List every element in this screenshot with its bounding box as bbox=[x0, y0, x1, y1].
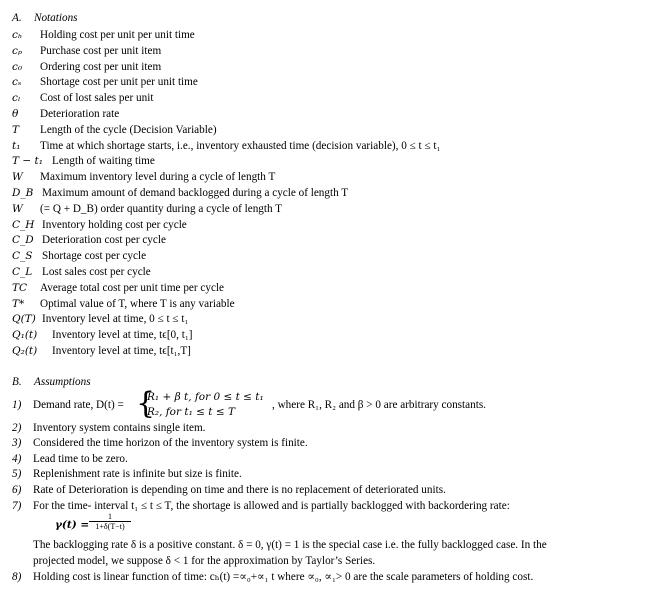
notation-symbol: C_L bbox=[12, 266, 33, 278]
demand-case-brace: { bbox=[136, 386, 156, 421]
assumptions-heading-label: Assumptions bbox=[34, 376, 91, 388]
notation-symbol: TC bbox=[12, 281, 28, 294]
notation-symbol: Q₁(t) bbox=[12, 329, 38, 342]
notation-description: Maximum inventory level during a cycle of length T bbox=[40, 171, 276, 184]
assumptions-heading bbox=[12, 374, 91, 390]
notation-symbol: θ bbox=[12, 108, 19, 120]
assumption-1-suffix: , where R₁, R₂ and β > 0 are arbitrary constants. bbox=[272, 399, 486, 411]
notations-heading bbox=[12, 10, 78, 26]
notation-symbol: Q(T) bbox=[12, 313, 36, 326]
notation-symbol: D_B bbox=[12, 187, 34, 199]
notation-symbol: T* bbox=[12, 297, 25, 310]
notation-description: Shortage cost per cycle bbox=[42, 250, 147, 263]
notation-symbol: cₕ bbox=[12, 29, 23, 41]
notation-description: Deterioration cost per cycle bbox=[42, 234, 166, 247]
notation-symbol: W bbox=[12, 202, 23, 215]
notations-heading-label: Notations bbox=[34, 12, 78, 24]
notation-symbol: cₚ bbox=[12, 44, 23, 57]
notation-description: Lost sales cost per cycle bbox=[42, 266, 151, 278]
notation-description: Deterioration rate bbox=[40, 108, 120, 120]
gamma-fraction-denominator: 1+δ(T−t) bbox=[89, 521, 131, 531]
notation-description: Cost of lost sales per unit bbox=[40, 92, 154, 105]
demand-case-1: R₁ + β t, for 0 ≤ t ≤ t₁ bbox=[147, 391, 264, 403]
notation-symbol: t₁ bbox=[12, 139, 21, 152]
assumption-6-number: 6) bbox=[12, 484, 22, 496]
notation-description: Inventory level at time, tϵ[0, t₁] bbox=[52, 329, 193, 342]
assumption-7-number: 7) bbox=[12, 500, 22, 512]
assumption-4-text: Lead time to be zero. bbox=[33, 453, 128, 465]
assumption-3-text: Considered the time horizon of the inventory system is finite. bbox=[33, 437, 308, 449]
notation-description: Holding cost per unit per unit time bbox=[40, 29, 195, 41]
notation-description: Inventory holding cost per cycle bbox=[42, 218, 187, 231]
assumption-6-text: Rate of Deterioration is depending on time and there is no replacement of deteriorated units. bbox=[33, 484, 446, 496]
notation-description: Maximum amount of demand backlogged during a cycle of length T bbox=[42, 187, 349, 199]
notation-symbol: W bbox=[12, 171, 23, 184]
notation-description: (= Q + D_B) order quantity during a cycle of length T bbox=[40, 202, 283, 215]
assumption-5-text: Replenishment rate is infinite but size is finite. bbox=[33, 468, 242, 480]
notation-symbol: C_D bbox=[12, 234, 34, 247]
assumption-1-prefix: Demand rate, D(t) = bbox=[33, 399, 124, 411]
notation-description: Average total cost per unit time per cycle bbox=[40, 281, 224, 294]
assumption-1-number: 1) bbox=[12, 399, 22, 411]
gamma-fraction-numerator: 1 bbox=[108, 512, 112, 521]
assumption-2-number: 2) bbox=[12, 422, 22, 434]
notation-symbol: C_S bbox=[12, 250, 33, 263]
assumption-3-number: 3) bbox=[12, 437, 22, 449]
assumption-7-paragraph-line-2: projected model, we suppose δ < 1 for the approximation by Taylor’s Series. bbox=[33, 555, 376, 567]
notation-description: Purchase cost per unit item bbox=[40, 44, 162, 57]
notation-description: Optimal value of T, where T is any variable bbox=[40, 297, 235, 310]
notation-description: Ordering cost per unit item bbox=[40, 60, 162, 73]
gamma-formula-lhs: γ(t) = bbox=[55, 519, 90, 531]
assumptions-heading-number: B. bbox=[12, 376, 22, 388]
assumption-8-text: Holding cost is linear function of time: cₕ(t) =∝₀+∝₁ t where ∝₀, ∝₁> 0 are the scale parameters of holding cost. bbox=[33, 571, 534, 583]
assumption-2-text: Inventory system contains single item. bbox=[33, 422, 206, 434]
notation-symbol: cₗ bbox=[12, 92, 21, 105]
demand-case-2: R₂, for t₁ ≤ t ≤ T bbox=[147, 406, 235, 418]
notations-heading-number: A. bbox=[12, 12, 22, 24]
notation-symbol: C_H bbox=[12, 218, 35, 231]
assumption-5-number: 5) bbox=[12, 468, 22, 480]
notation-description: Inventory level at time, tϵ[t₁,T] bbox=[52, 345, 191, 357]
notation-symbol: c₀ bbox=[12, 60, 23, 73]
assumption-4-number: 4) bbox=[12, 453, 22, 465]
notation-description: Shortage cost per unit per unit time bbox=[40, 76, 198, 89]
notation-description: Length of waiting time bbox=[52, 155, 155, 168]
notation-symbol: Q₂(t) bbox=[12, 345, 38, 357]
assumption-7-text: For the time- interval t₁ ≤ t ≤ T, the shortage is allowed and is partially backlogged with backordering rate: bbox=[33, 500, 510, 512]
notation-description: Inventory level at time, 0 ≤ t ≤ t₁ bbox=[42, 313, 189, 326]
assumption-7-paragraph-line-1: The backlogging rate δ is a positive constant. δ = 0, γ(t) = 1 is the special case i.e. the fully backlogged case. In the bbox=[33, 539, 547, 551]
gamma-fraction bbox=[89, 512, 131, 531]
notation-symbol: T bbox=[12, 123, 20, 136]
notation-description: Length of the cycle (Decision Variable) bbox=[40, 123, 217, 136]
notation-description: Time at which shortage starts, i.e., inventory exhausted time (decision variable), 0 ≤ t ≤ t₁ bbox=[40, 139, 441, 152]
assumption-8-number: 8) bbox=[12, 571, 22, 583]
notation-symbol: cₛ bbox=[12, 76, 22, 89]
notation-symbol: T − t₁ bbox=[12, 155, 43, 168]
